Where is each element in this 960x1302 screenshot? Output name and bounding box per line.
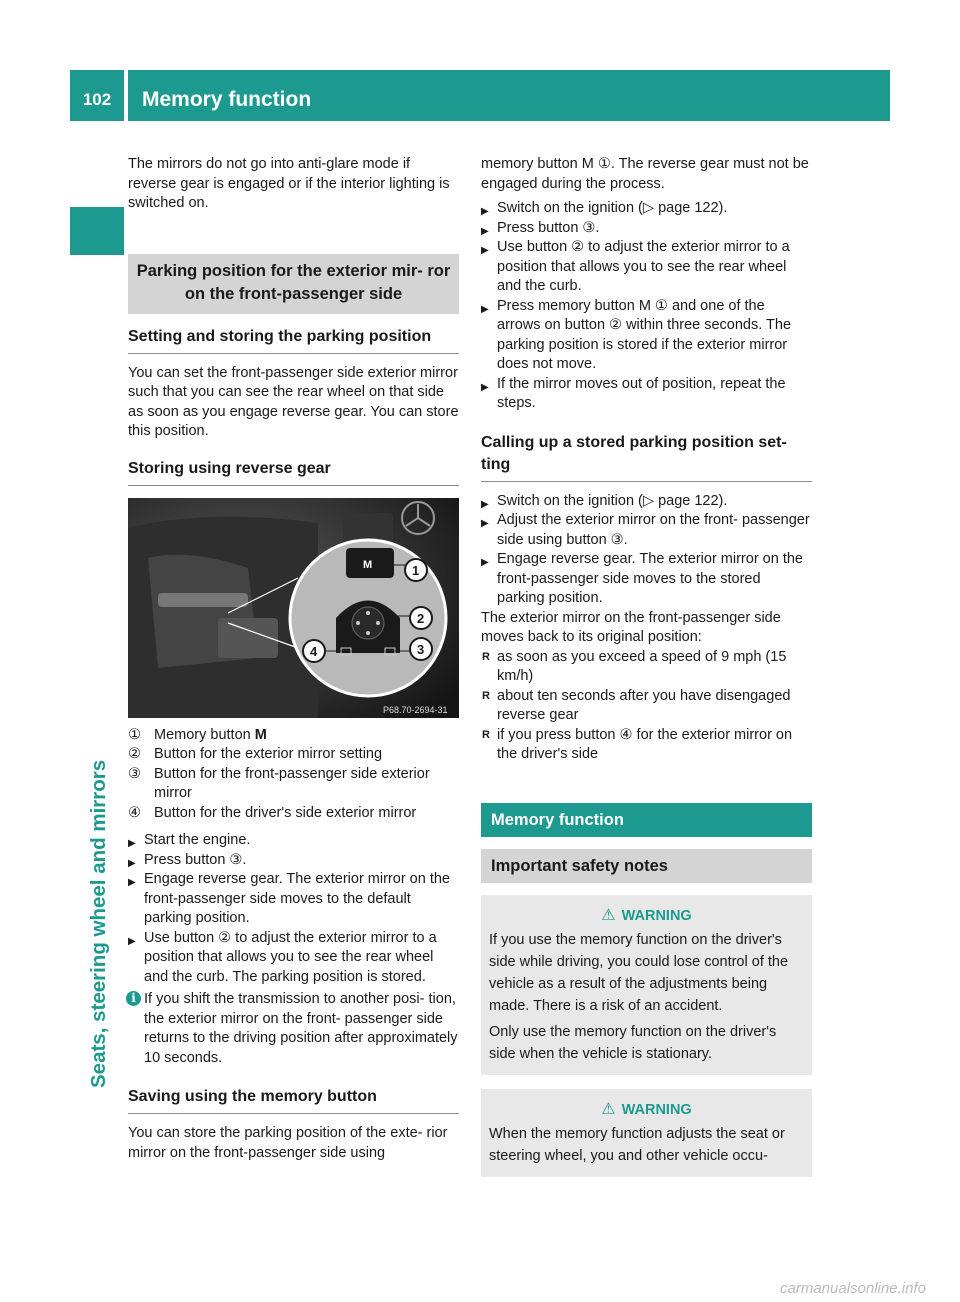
photo-code: P68.70-2694-31: [383, 704, 448, 715]
step-arrow-icon: ▶: [481, 245, 489, 256]
step-text: If the mirror moves out of position, repeat the steps.: [497, 375, 786, 411]
bullet-text: about ten seconds after you have disengaged reverse gear: [497, 687, 791, 723]
subheading-reverse-gear: Storing using reverse gear: [128, 458, 459, 486]
instruction-step: [481, 199, 812, 219]
step-arrow-icon: ▶: [481, 225, 489, 237]
mirror-controls-photo: [128, 498, 459, 718]
photo-legend: [128, 726, 459, 824]
warning-title: WARNING: [621, 907, 692, 924]
legend-item: [128, 726, 459, 746]
step-text: Press button ③.: [497, 219, 600, 236]
info-icon: i: [126, 991, 141, 1006]
instruction-step: [481, 238, 812, 297]
legend-item: [128, 745, 459, 765]
warning-triangle-icon: ⚠: [601, 1100, 616, 1118]
step-arrow-icon: ▶: [481, 498, 489, 510]
legend-text: Memory button: [154, 726, 255, 743]
page-header: [70, 70, 890, 121]
moves-back-text: The exterior mirror on the front-passenger side moves back to its original position:: [481, 609, 781, 645]
memory-function-heading: Memory function: [481, 803, 812, 837]
subheading-memory-button: Saving using the memory button: [128, 1086, 459, 1114]
instruction-step: [481, 219, 812, 239]
instruction-step: [481, 375, 812, 414]
step-text: Press button ③.: [144, 851, 247, 868]
right-column: [481, 155, 812, 1177]
legend-text: Button for the front-passenger side exterior mirror: [154, 765, 430, 801]
legend-text: Button for the driver's side exterior mirror: [154, 804, 417, 821]
svg-text:M: M: [363, 558, 373, 571]
step-arrow-icon: ▶: [481, 557, 489, 568]
page-number: 102: [82, 90, 112, 109]
warning-title: WARNING: [621, 1101, 692, 1118]
step-text: Engage reverse gear. The exterior mirror on the front-passenger side moves to the stored parking position.: [497, 551, 804, 606]
memory-save-steps: [481, 199, 812, 414]
legend-number: ③: [128, 765, 141, 782]
legend-item: [128, 765, 459, 804]
instruction-step: [481, 511, 812, 550]
step-text: Press memory button M ① and one of the arrows on button ② within three seconds. The parking position is stored if the exterior mirror does not move.: [497, 297, 792, 372]
step-arrow-icon: ▶: [128, 935, 136, 947]
instruction-step: [128, 929, 459, 988]
reverse-gear-steps: [128, 831, 459, 987]
calling-up-steps: [481, 492, 812, 609]
instruction-step: [481, 492, 812, 512]
condition-bullet: [481, 648, 812, 687]
bullet-text: if you press button ④ for the exterior mirror on the driver's side: [497, 726, 793, 762]
info-note: [128, 990, 459, 1068]
legend-text: Button for the exterior mirror setting: [154, 746, 383, 762]
subheading-setting: Setting and storing the parking position: [128, 326, 459, 354]
legend-bold: M: [254, 726, 267, 743]
condition-bullet: [481, 726, 812, 765]
left-column: [128, 155, 459, 1163]
step-text: Switch on the ignition (▷ page 122).: [497, 200, 728, 216]
legend-item: [128, 804, 459, 824]
svg-text:1: 1: [412, 562, 420, 578]
section-title: Parking position for the exterior mir- ror on the front-passenger side: [128, 254, 459, 314]
bullet-text: as soon as you exceed a speed of 9 mph (15 km/h): [497, 648, 787, 684]
bullet-marker-icon: R: [482, 650, 490, 663]
chapter-tab-marker: [70, 207, 124, 255]
step-arrow-icon: ▶: [481, 303, 489, 315]
svg-text:4: 4: [310, 643, 318, 659]
intro-text: The mirrors do not go into anti-glare mode if reverse gear is engaged or if the interior lighting is switched on.: [128, 156, 450, 211]
instruction-step: [128, 831, 459, 851]
step-arrow-icon: ▶: [481, 381, 489, 393]
subheading-calling-up: Calling up a stored parking position set- ting: [481, 432, 812, 482]
step-text: Switch on the ignition (▷ page 122).: [497, 492, 728, 509]
safety-notes-heading: Important safety notes: [481, 849, 812, 883]
moves-back-conditions: [481, 648, 812, 765]
step-text: Adjust the exterior mirror on the front- passenger side using button ③.: [497, 512, 810, 548]
instruction-step: [481, 550, 812, 609]
info-text: If you shift the transmission to another posi- tion, the exterior mirror on the front- passenger side returns to the driving position after approximately 10 seconds.: [144, 991, 458, 1066]
warning-2-text: When the memory function adjusts the seat or steering wheel, you and other vehicle occu-: [489, 1125, 785, 1164]
memory-button-continued: memory button M ①. The reverse gear must not be engaged during the process.: [481, 156, 809, 192]
warning-box-2: [481, 1089, 812, 1177]
legend-number: ②: [128, 746, 141, 762]
header-separator: [124, 70, 128, 121]
step-text: Engage reverse gear. The exterior mirror on the front-passenger side moves to the default parking position.: [144, 871, 451, 926]
bullet-marker-icon: R: [482, 728, 490, 741]
instruction-step: [481, 297, 812, 375]
step-text: Start the engine.: [144, 832, 251, 848]
warning-triangle-icon: ⚠: [601, 906, 616, 924]
svg-text:3: 3: [417, 641, 425, 657]
instruction-step: [128, 870, 459, 929]
header-title: Memory function: [142, 88, 312, 111]
step-text: Use button ② to adjust the exterior mirror to a position that allows you to see the rear wheel and the curb.: [497, 239, 790, 294]
warning-box-1: [481, 895, 812, 1075]
legend-number: ④: [128, 804, 141, 821]
step-arrow-icon: ▶: [128, 877, 136, 888]
legend-number: ①: [128, 726, 141, 743]
step-arrow-icon: ▶: [481, 518, 489, 529]
warning-1-text: If you use the memory function on the driver's side while driving, you could lose control of the vehicle as a result of the adjustments being made. There is a risk of an accident.: [489, 931, 789, 1014]
step-arrow-icon: ▶: [481, 206, 489, 217]
bullet-marker-icon: R: [482, 689, 490, 702]
footer-watermark: carmanualsonline.info: [780, 1280, 926, 1297]
condition-bullet: [481, 687, 812, 726]
warning-1-text-2: Only use the memory function on the driver's side when the vehicle is stationary.: [489, 1023, 777, 1062]
instruction-step: [128, 851, 459, 871]
setting-text: You can set the front-passenger side exterior mirror such that you can see the rear wheel on that side as soon as you engage reverse gear. You can store this position.: [128, 364, 459, 439]
svg-text:2: 2: [417, 610, 425, 626]
door-panel-illustration: [128, 498, 459, 718]
step-text: Use button ② to adjust the exterior mirror to a position that allows you to see the rear wheel and the curb. The parking position is stored.: [144, 929, 437, 985]
step-arrow-icon: ▶: [128, 857, 136, 869]
step-arrow-icon: ▶: [128, 838, 136, 849]
memory-button-text: You can store the parking position of the exte- rior mirror on the front-passenger side using: [128, 1125, 448, 1161]
chapter-label: Seats, steering wheel and mirrors: [87, 759, 110, 1088]
